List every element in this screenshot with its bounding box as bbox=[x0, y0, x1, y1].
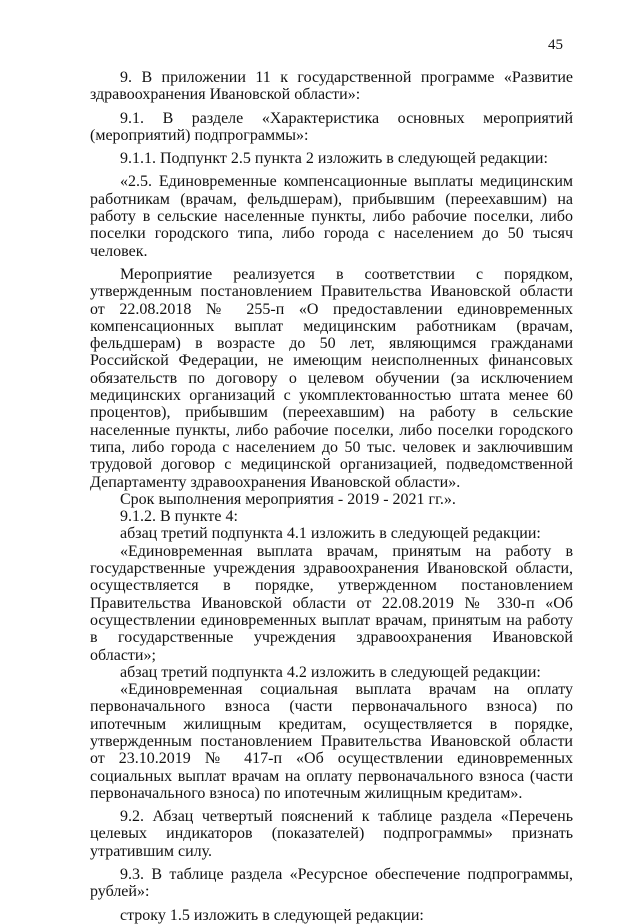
paragraph: абзац третий подпункта 4.2 изложить в следующей редакции: bbox=[120, 663, 541, 681]
paragraph: 9.1.1. Подпункт 2.5 пункта 2 изложить в следующей редакции: bbox=[120, 150, 548, 168]
paragraph: «Единовременная социальная выплата врачам на оплату первоначального взноса (части первоначального взноса) по ипотечным жилищным кредитам, осуществляется в порядке, утвержденным постановлением Правительства Ивановской области от 23.10.2019 № 417-п «Об осуществлении единовременных социальных выплат врачам на оплату первоначального взноса (части первоначального взноса) по ипотечным жилищным кредитам». bbox=[90, 681, 573, 802]
page-number: 45 bbox=[548, 37, 563, 53]
paragraph: «Единовременная выплата врачам, принятым на работу в государственные учреждения здравоохранения Ивановской области, осуществляется в порядке, утвержденном постановлением Правительства Ивановской области от 22.08.2019 № 330-п «Об осуществлении единовременных выплат врачам, принятым на работу в государственные учреждения здравоохранения Ивановской области»; bbox=[90, 542, 573, 664]
paragraph: 9.3. В таблице раздела «Ресурсное обеспечение подпрограммы, рублей»: bbox=[90, 866, 573, 901]
paragraph: «2.5. Единовременные компенсационные выплаты медицинским работникам (врачам, фельдшерам), прибывшим (переехавшим) на работу в сельские населенные пункты, либо рабочие поселки, либо поселки городского типа, либо города с населением до 50 тысяч человек. bbox=[90, 173, 573, 260]
paragraph: 9.1.2. В пункте 4: bbox=[120, 508, 238, 526]
paragraph: абзац третий подпункта 4.1 изложить в следующей редакции: bbox=[120, 525, 541, 543]
document-body bbox=[90, 69, 573, 924]
paragraph: строку 1.5 изложить в следующей редакции: bbox=[120, 906, 424, 924]
paragraph: 9. В приложении 11 к государственной программе «Развитие здравоохранения Ивановской области»: bbox=[90, 69, 573, 104]
paragraph: Срок выполнения мероприятия - 2019 - 2021 гг.». bbox=[120, 490, 456, 508]
paragraph: 9.1. В разделе «Характеристика основных мероприятий (мероприятий) подпрограммы»: bbox=[90, 109, 573, 144]
paragraph: Мероприятие реализуется в соответствии с порядком, утвержденным постановлением Правительства Ивановской области от 22.08.2018 № 255-п «О предоставлении единовременных компенсационных выплат медицинским работникам (врачам, фельдшерам) в возрасте до 50 лет, являющимся гражданами Российской Федерации, не имеющим неисполненных финансовых обязательств по договору о целевом обучении (за исключением медицинских организаций с укомплектованностью штата менее 60 процентов), прибывшим (переехавшим) на работу в сельские населенные пункты, либо рабочие поселки, либо поселки городского типа, либо города с населением до 50 тыс. человек и заключившим трудовой договор с медицинской организацией, подведомственной Департаменту здравоохранения Ивановской области». bbox=[90, 265, 573, 491]
paragraph: 9.2. Абзац четвертый пояснений к таблице раздела «Перечень целевых индикаторов (показателей) подпрограммы» признать утратившим силу. bbox=[90, 808, 573, 860]
